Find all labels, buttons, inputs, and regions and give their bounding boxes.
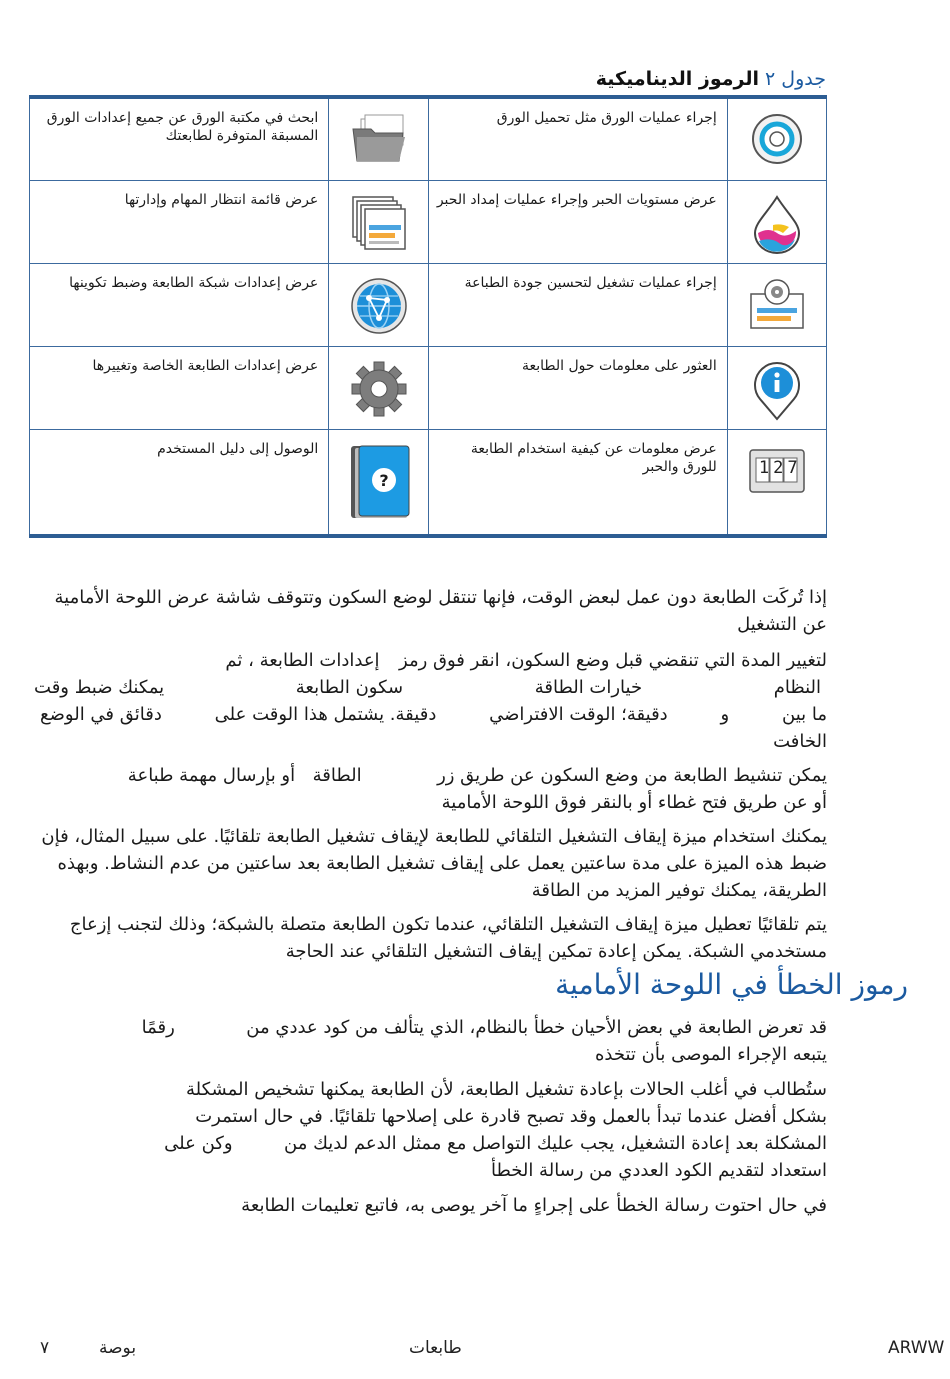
table-cell bbox=[428, 346, 727, 429]
text-fragment: إعدادات الطابعة ، ثم bbox=[225, 650, 380, 671]
table-row bbox=[30, 97, 827, 180]
row-text: عرض مستويات الحبر وإجراء عمليات إمداد الحبر bbox=[436, 191, 717, 208]
folder-icon bbox=[349, 111, 409, 172]
table-caption bbox=[592, 68, 826, 90]
print-quality-icon bbox=[747, 276, 807, 337]
row-text: عرض إعدادات شبكة الطابعة وضبط تكوينها bbox=[69, 274, 319, 291]
text-fragment: سكون الطابعة bbox=[295, 677, 404, 698]
footer-page-number: ٧ bbox=[40, 1338, 50, 1358]
table-cell bbox=[30, 346, 329, 429]
row-text: عرض معلومات عن كيفية استخدام الطابعة للورق والحبر bbox=[470, 440, 717, 475]
table-cell bbox=[329, 429, 429, 536]
job-queue-icon bbox=[349, 193, 409, 258]
table-cell bbox=[329, 263, 429, 346]
text-fragment: بشكل أفضل عندما تبدأ بالعمل وقد تصبح قادرة على إصلاحها تلقائيًا. في حال استمرت bbox=[195, 1106, 827, 1127]
text-fragment: دقيقة؛ الوقت الافتراضي bbox=[489, 704, 668, 725]
network-globe-icon bbox=[349, 276, 409, 341]
text-fragment: ستُطالب في أغلب الحالات بإعادة تشغيل الطابعة، لأن الطابعة يمكنها تشخيص المشكلة bbox=[186, 1079, 827, 1100]
text-fragment: المشكلة بعد إعادة التشغيل، يجب عليك التواصل مع ممثل الدعم لديك من bbox=[284, 1133, 827, 1154]
paragraph-text: إذا تُركَت الطابعة دون عمل لبعض الوقت، فإنها تنتقل لوضع السكون وتتوقف شاشة عرض اللوحة الأمامية عن التشغيل bbox=[54, 587, 827, 635]
section-heading: رموز الخطأ في اللوحة الأمامية bbox=[555, 968, 908, 1001]
table-cell bbox=[30, 97, 329, 180]
paragraph-follow-instructions bbox=[30, 1192, 827, 1219]
caption-title: الرموز الديناميكية bbox=[595, 68, 759, 90]
table-row bbox=[30, 429, 827, 536]
table-cell bbox=[428, 180, 727, 263]
table-row bbox=[30, 263, 827, 346]
table-cell bbox=[727, 263, 826, 346]
counter-digits: 127 bbox=[758, 457, 802, 478]
table-cell bbox=[428, 429, 727, 536]
text-fragment: رقمًا bbox=[141, 1017, 175, 1038]
footer-units: بوصة bbox=[99, 1338, 137, 1358]
text-fragment: لتغيير المدة التي تنقضي قبل وضع السكون، انقر فوق رمز bbox=[399, 650, 827, 671]
table-row bbox=[30, 180, 827, 263]
text-fragment: وكن على bbox=[164, 1133, 233, 1154]
text-fragment: و bbox=[720, 704, 730, 725]
table-cell bbox=[30, 429, 329, 536]
table-cell bbox=[727, 97, 826, 180]
paragraph-wake bbox=[30, 762, 827, 816]
text-fragment: الطاقة bbox=[312, 765, 362, 786]
text-fragment: قد تعرض الطابعة في بعض الأحيان خطأ بالنظام، الذي يتألف من كود عددي من bbox=[246, 1017, 827, 1038]
table-cell bbox=[428, 97, 727, 180]
text-fragment: خيارات الطاقة bbox=[534, 677, 643, 698]
table-cell bbox=[30, 180, 329, 263]
table-cell bbox=[428, 263, 727, 346]
info-pin-icon bbox=[752, 359, 802, 426]
paragraph-sleep-mode bbox=[30, 584, 827, 638]
text-fragment: أو بإرسال مهمة طباعة bbox=[127, 765, 296, 786]
row-text: عرض قائمة انتظار المهام وإدارتها bbox=[124, 191, 319, 208]
row-text: الوصول إلى دليل المستخدم bbox=[157, 440, 319, 457]
text-fragment: الخافت bbox=[773, 731, 827, 752]
footer-center: طابعات bbox=[409, 1338, 462, 1358]
row-text: إجراء عمليات الورق مثل تحميل الورق bbox=[496, 110, 717, 126]
table-cell bbox=[30, 263, 329, 346]
row-text: إجراء عمليات تشغيل لتحسين جودة الطباعة bbox=[464, 274, 717, 291]
paragraph-auto-off bbox=[30, 823, 827, 904]
text-fragment: يمكنك ضبط وقت bbox=[34, 677, 165, 698]
paragraph-sleep-timer bbox=[30, 647, 827, 755]
text-fragment: دقائق في الوضع bbox=[40, 704, 162, 725]
row-text: عرض إعدادات الطابعة الخاصة وتغييرها bbox=[92, 357, 319, 374]
footer-code: ARWW bbox=[888, 1338, 945, 1358]
text-fragment: يتبعه الإجراء الموصى بأن تتخذه bbox=[594, 1044, 827, 1065]
text-fragment: دقيقة. يشتمل هذا الوقت على bbox=[214, 704, 437, 725]
paragraph-text: يمكنك استخدام ميزة إيقاف التشغيل التلقائي للطابعة لإيقاف تشغيل الطابعة تلقائيًا. على سبيل المثال، فإن ضبط هذه الميزة على مدة ساعتين يعمل على إيقاف تشغيل الطابعة بعد ساعتين من عدم النشاط. وبهذه الطريقة، يمكنك توفير المزيد من الطاقة bbox=[41, 826, 827, 901]
table-cell bbox=[727, 429, 826, 536]
table-row bbox=[30, 346, 827, 429]
paragraph-auto-off-network bbox=[30, 911, 827, 965]
paragraph-text: في حال احتوت رسالة الخطأ على إجراءٍ ما آخر يوصى به، فاتبع تعليمات الطابعة bbox=[241, 1195, 827, 1216]
table-cell bbox=[727, 346, 826, 429]
row-text: العثور على معلومات حول الطابعة bbox=[521, 357, 717, 374]
paper-disc-icon bbox=[749, 111, 805, 172]
user-guide-book-icon bbox=[347, 444, 411, 527]
row-text: ابحث في مكتبة الورق عن جميع إعدادات الورق المسبقة المتوفرة لطابعتك bbox=[46, 110, 319, 144]
text-fragment: استعداد لتقديم الكود العددي من رسالة الخطأ bbox=[490, 1160, 827, 1181]
table-cell bbox=[727, 180, 826, 263]
table-cell bbox=[329, 97, 429, 180]
caption-label: جدول ٢ bbox=[765, 68, 826, 90]
dynamic-icons-table bbox=[29, 95, 827, 538]
paragraph-text: يتم تلقائيًا تعطيل ميزة إيقاف التشغيل التلقائي، عندما تكون الطابعة متصلة بالشبكة؛ وذلك لتجنب إزعاج مستخدمي الشبكة. يمكن إعادة تمكين إيقاف التشغيل التلقائي عند الحاجة bbox=[69, 914, 827, 962]
text-fragment: ما بين bbox=[782, 704, 827, 725]
paragraph-restart bbox=[30, 1076, 827, 1184]
table-cell bbox=[329, 346, 429, 429]
svg-text:?: ? bbox=[378, 470, 389, 490]
gear-icon bbox=[349, 359, 409, 424]
text-fragment: أو عن طريق فتح غطاء أو بالنقر فوق اللوحة الأمامية bbox=[441, 792, 827, 813]
paragraph-error-codes bbox=[30, 1014, 827, 1068]
ink-drop-icon bbox=[749, 193, 805, 260]
text-fragment: النظام bbox=[773, 677, 821, 698]
text-fragment: يمكن تنشيط الطابعة من وضع السكون عن طريق زر bbox=[437, 765, 827, 786]
table-cell bbox=[329, 180, 429, 263]
usage-counter-icon bbox=[748, 448, 806, 499]
